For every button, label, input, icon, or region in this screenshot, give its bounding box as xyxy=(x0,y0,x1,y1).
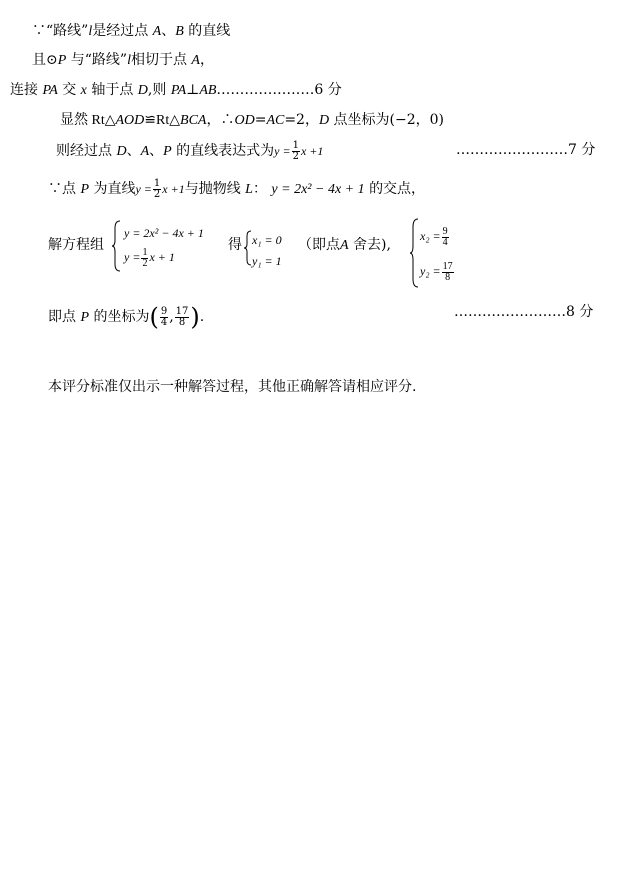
eq: y = 2x² − 4x + 1 xyxy=(271,182,365,197)
text: 与“路线” xyxy=(70,52,128,68)
text: 的交点， xyxy=(369,181,426,197)
var: l xyxy=(127,53,131,68)
paren-close: ) xyxy=(190,303,200,331)
eq: x +1 xyxy=(300,144,324,158)
line-6 xyxy=(48,176,425,203)
text: 与抛物线 xyxy=(184,181,241,197)
de-label: 得 xyxy=(228,237,242,253)
text: 的直线 xyxy=(188,23,231,39)
text: =2， xyxy=(284,112,319,128)
line-8: 即点 P 的坐标为( $\frac{9}{4}$ , $\frac{17}{8}$ ). xyxy=(48,303,205,331)
var: P xyxy=(163,144,172,159)
fraction: $\frac{9}{4}$ xyxy=(160,305,168,328)
text: 显然 Rt△ xyxy=(60,113,116,128)
text: 轴于点 xyxy=(91,82,134,98)
fraction: $\frac{9}{4}$ xyxy=(442,225,448,248)
score-6: …………………6 分 xyxy=(216,82,342,98)
eq: y = xyxy=(135,182,152,196)
text: 是经过点 xyxy=(92,23,149,39)
text: ⊥ xyxy=(186,82,200,98)
footer-note: 本评分标准仅出示一种解答过程，其他正确解答请相应评分. xyxy=(48,379,417,395)
var: AOD xyxy=(115,113,145,128)
var: BCA xyxy=(180,113,207,128)
var: x xyxy=(80,83,87,98)
line-3 xyxy=(10,81,342,100)
comma: , xyxy=(169,309,174,325)
brace-1 xyxy=(112,220,122,272)
text: 则经过点 xyxy=(56,143,112,159)
system-1-row-2: y = $\frac{1}{2}$ x + 1 xyxy=(124,246,175,269)
var: A xyxy=(191,53,200,68)
var: P xyxy=(57,53,67,68)
fraction: $\frac{17}{8}$ xyxy=(442,260,453,283)
text: 相切于点 xyxy=(130,52,187,68)
var: B xyxy=(175,24,184,39)
var: A xyxy=(152,24,162,39)
solution-1-row-2: y₁ = 1 xyxy=(252,254,282,268)
var: AC xyxy=(266,113,285,128)
var: PA xyxy=(170,83,187,98)
brace-3 xyxy=(410,218,420,288)
paren-open: ( xyxy=(149,303,159,331)
var: PA xyxy=(42,83,58,98)
line-7-label: 解方程组 xyxy=(48,237,104,253)
line-4 xyxy=(60,111,444,130)
text: 且⊙ xyxy=(32,52,58,68)
solution-1-row-1: x₁ = 0 xyxy=(252,233,282,247)
text: = xyxy=(254,112,267,128)
score-8: ……………………8 分 xyxy=(454,304,594,320)
line-5 xyxy=(56,138,323,165)
var: P xyxy=(80,182,90,197)
eq: y = xyxy=(274,144,291,158)
var: A xyxy=(140,144,150,159)
line-2 xyxy=(32,51,214,70)
fraction: $\frac{1}{2}$ xyxy=(292,139,299,162)
system-1-row-1: y = 2x² − 4x + 1 xyxy=(124,226,204,240)
var: D xyxy=(116,144,127,159)
var: AB xyxy=(199,83,217,98)
text: 、 xyxy=(126,143,141,159)
solution-2-row-1: x₂ = $\frac{9}{4}$ xyxy=(420,225,448,248)
solution-2-row-2: y₂ = $\frac{17}{8}$ xyxy=(420,260,453,283)
text: 为直线 xyxy=(93,181,136,197)
text: ： xyxy=(252,181,267,197)
text: ∵点 xyxy=(48,181,76,197)
text: 、 xyxy=(149,143,164,159)
var: L xyxy=(245,182,253,197)
fraction: $\frac{1}{2}$ xyxy=(153,177,161,200)
var: OD xyxy=(234,113,255,128)
text: 交 xyxy=(62,82,77,98)
line-7-note: （即点A 舍去), xyxy=(298,237,391,253)
var: l xyxy=(88,24,93,39)
text: ∵“路线” xyxy=(32,23,89,39)
text: 、 xyxy=(161,23,176,39)
text: ， xyxy=(199,52,214,68)
text: 连接 xyxy=(10,82,38,98)
score-7: ……………………7 分 xyxy=(456,142,596,158)
fraction: $\frac{1}{2}$ xyxy=(142,246,148,269)
line-1 xyxy=(32,22,230,41)
var: D xyxy=(318,113,330,128)
eq: x +1 xyxy=(162,182,185,196)
text: 点坐标为(−2，0) xyxy=(333,112,445,128)
fraction: $\frac{17}{8}$ xyxy=(175,305,189,328)
var: D xyxy=(137,83,148,98)
text: ≌Rt△ xyxy=(144,113,181,128)
text: ，∴ xyxy=(206,112,235,128)
brace-2 xyxy=(244,230,252,266)
text: 的直线表达式为 xyxy=(176,143,275,159)
text: ,则 xyxy=(147,82,167,98)
